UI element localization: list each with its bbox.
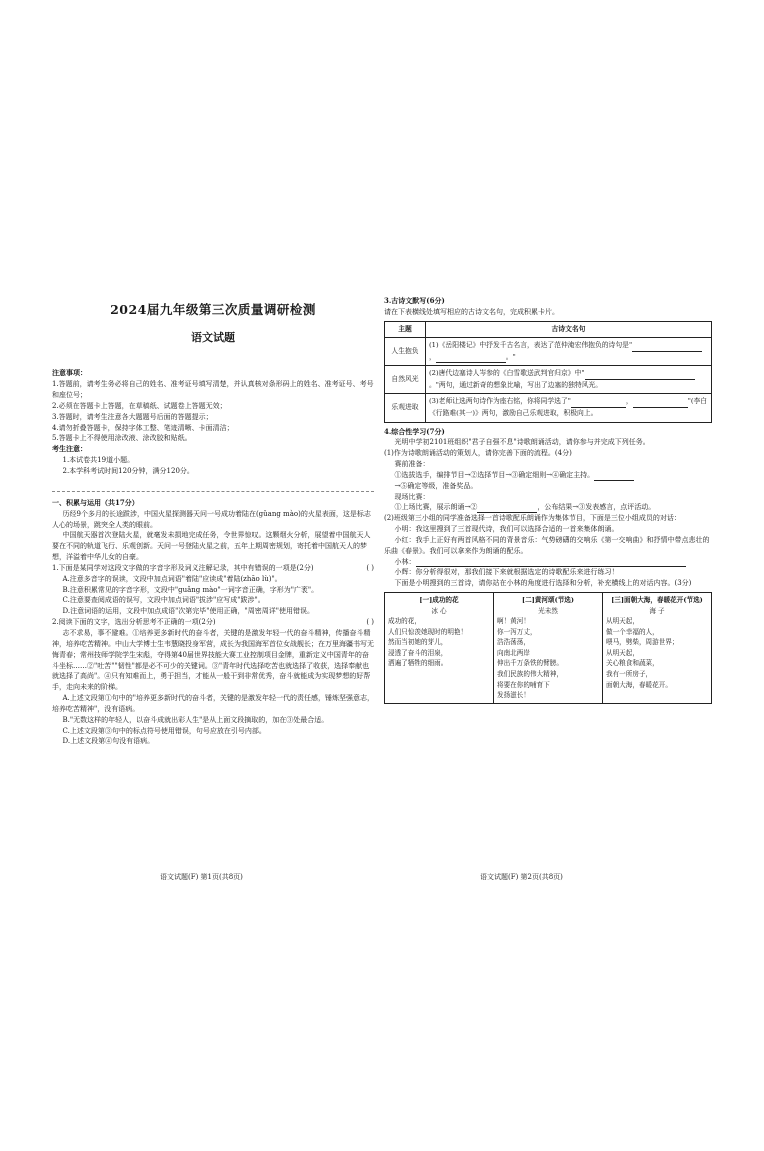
- poem-1: [385, 593, 494, 703]
- table-row: [385, 366, 712, 394]
- verse-text: (1)《岳阳楼记》中抒发千古名言，表达了范仲淹宏伟抱负的诗句是": [429, 341, 633, 350]
- poem-line: 你一泻万丈，: [497, 627, 537, 636]
- prep-heading: 赛前准备：: [394, 460, 430, 469]
- poem-line: 发扬滋长！: [497, 691, 530, 700]
- passage-paragraph: 中国航天器首次登陆火星，就毫发未损地完成任务，令世界惊叹。这颗烟火分析，展望着中国航天人要在不同的轨道飞行、乐观创新。天问一号登陆火星之前，五年上期周密规划，寄托着中国航天人的梦想，洋溢着中华儿女的自豪。: [52, 531, 371, 562]
- verse-cell: [426, 338, 712, 366]
- question-4-instruction: 下面是小明搜到的三首诗，请你站在小林的角度进行选择和分析，补充横线上的对话内容。(3分): [394, 579, 692, 588]
- dialog-speaker: 小林：: [394, 557, 416, 566]
- poem-line: 喂马，劈柴，周游世界；: [606, 638, 679, 647]
- fill-blank[interactable]: [633, 399, 688, 408]
- poem-line: 浩浩荡荡，: [497, 638, 530, 647]
- page-footer-right: 语文试题(F) 第2页(共8页): [480, 873, 563, 881]
- poem-title: [三]面朝大海，春暖花开(节选): [611, 596, 703, 605]
- fill-blank[interactable]: [632, 343, 702, 352]
- fill-blank[interactable]: [594, 472, 634, 481]
- poem-line: 向南北两岸: [497, 648, 530, 657]
- dialog-line: [384, 557, 712, 568]
- poem-line: 做一个幸福的人，: [606, 627, 659, 636]
- fill-blank[interactable]: [635, 371, 695, 380]
- option: C.注意要查阅成语的误写，文段中加点词语"拔涉"应写成"跋涉"。: [62, 596, 265, 605]
- question-3: 3.古诗文默写(6分): [384, 296, 445, 305]
- question-2-stem: 2.阅读下面的文字，选出分析思考不正确的一项(2分): [52, 618, 216, 627]
- poem-3: [603, 593, 712, 703]
- poem-author: 冰 心: [431, 606, 447, 615]
- option: D.上述文段第④句没有语病。: [62, 737, 155, 746]
- verse-cell: [426, 394, 712, 422]
- table-header: 古诗文名句: [426, 321, 712, 338]
- divider: [52, 477, 374, 492]
- exam-note-item: 2.本学科考试时间120分钟，满分120分。: [62, 467, 194, 476]
- verse-text: 。"两句，通过新奇的想象比喻，写出了边塞的独特风光。: [429, 380, 603, 389]
- poem-line: 伸出千万条铁的臂膀。: [497, 659, 563, 668]
- site-steps: [384, 502, 712, 513]
- poem-line: 面朝大海，春暖花开。: [606, 680, 672, 689]
- question-4-part1: (1)作为诗歌朗诵活动的策划人，请你完善下面的流程。(4分): [384, 449, 572, 458]
- fill-blank[interactable]: [571, 399, 626, 408]
- poem-row: [385, 593, 712, 703]
- poem-author: 海 子: [649, 606, 665, 615]
- poem-line: 啊！黄河！: [497, 617, 530, 626]
- site-heading: 现场比赛：: [394, 492, 430, 501]
- dialog-line: 小辉：你分析得很对，那我们接下来就根据选定的诗歌配乐来进行练习！: [394, 568, 619, 577]
- notice-item: 1.答题前，请考生务必将自己的姓名、准考证号填写清楚，并认真核对条形码上的姓名、准考证号、考号和座位号；: [52, 380, 374, 400]
- fill-blank[interactable]: [436, 354, 506, 363]
- option: D.注意词语的运用，文段中加点成语"次第完毕"使用正确，"周密周详"使用错误。: [62, 607, 314, 616]
- verse-text: "(李白《行路难(其一)》两句，激励自己乐观进取，积极向上。: [429, 397, 708, 417]
- notice-item: 5.答题卡上不得使用涂改液、涂改胶和贴纸。: [52, 434, 192, 443]
- fill-blank[interactable]: [585, 371, 635, 380]
- verse-text: (3)老师让选两句诗作为座右铭，你将同学选了": [429, 397, 571, 406]
- page-right: [384, 296, 712, 704]
- dialog-line: 小明：我这里搜到了三首现代诗，我们可以选择合适的一首来集体朗诵。: [394, 525, 619, 534]
- question-4-intro: 光明中学初2101班组织"君子自强不息"诗歌朗诵活动，请你参与并完成下列任务。: [394, 438, 650, 447]
- exam-subtitle: 语文试题: [191, 331, 235, 345]
- fill-blank[interactable]: [416, 558, 686, 567]
- option: B.注意积累常见的字音字形，文段中"guǎng mào"一词字音正确，字形为"广袤"。: [62, 585, 319, 594]
- page-left: [52, 296, 374, 747]
- table-header: 主题: [385, 321, 426, 338]
- notice-item: 3.答题时，请考生注意各大题题号后面的答题提示；: [52, 412, 213, 421]
- answer-paren[interactable]: ( ): [366, 618, 374, 627]
- verse-text: ，: [625, 397, 633, 406]
- table-row: [385, 394, 712, 422]
- poem-line: 然而当初她的芽儿，: [388, 638, 448, 647]
- poem-author: 光未然: [538, 606, 558, 615]
- table-row: [385, 338, 712, 366]
- poem-table: [384, 321, 712, 423]
- poem-line: 洒遍了牺牲的细雨。: [388, 659, 448, 668]
- question-1: [52, 563, 374, 574]
- prep-steps: [384, 470, 712, 481]
- exam-title: 2024届九年级第三次质量调研检测: [110, 302, 316, 317]
- verse-text: (2)唐代边塞诗人岑参的《白雪歌送武判官归京》中": [429, 369, 585, 378]
- notice-list: [52, 379, 374, 444]
- site-text: ，公布结果→③发表感言，点评活动。: [537, 503, 656, 512]
- option: A.上述文段第①句中的"培养更多新时代的奋斗者，关键的是激发年轻一代的责任感，锤炼坚强意志，培养吃苦精神"，没有语病。: [52, 694, 374, 713]
- exam-note-heading: 考生注意：: [52, 444, 87, 454]
- theme-cell: 自然风光: [385, 366, 426, 394]
- notice-heading: 注意事项：: [52, 368, 87, 378]
- poem-2: [494, 593, 603, 703]
- page-footer-left: 语文试题(F) 第1页(共8页): [160, 873, 243, 881]
- poem-line: 人们只惊羡她现时的明艳！: [388, 627, 468, 636]
- theme-cell: 人生抱负: [385, 338, 426, 366]
- question-4: 4.综合性学习(7分): [384, 426, 445, 436]
- question-2-text: 志不求易，事不避难。①培养更多新时代的奋斗者，关键的是激发年轻一代的奋斗精神，传播奋斗精神，培养吃苦精神。中山大学博士生韦慧晓投身军营，成长为我国海军首位女战舰长；在万里海疆书写无悔青春；常州技师学院学生宋彪，夺得第40届世界技能大赛工业控制项目金牌，重新定义中国青年的奋斗坐标……②"吐苦""韧性"都是必不可少的关键词。③"青年时代选择吃苦也就选择了收获，选择奉献也就选择了高尚"。④只有知难而上，勇于担当，才能从一般干到非常优秀，奋斗就能成为实现梦想的好帮手，走向未来的阶梯。: [52, 628, 374, 692]
- question-2: [52, 617, 374, 628]
- passage-paragraph: 历经9个多月的长途跋涉，中国火星探测器天问一号成功着陆在(gǔang mào)的火星表面，这是标志人心的场景，跳突全人类的眼前。: [52, 509, 371, 529]
- prep-steps-2: →⑤确定等级，准备奖品。: [394, 481, 478, 490]
- verse-cell: [426, 366, 712, 394]
- question-3-intro: 请在下表横线处填写相应的古诗文名句，完成积累卡片。: [384, 307, 559, 316]
- poem-line: 将要在你的哺育下: [497, 680, 550, 689]
- prep-text: ①选拔选手，编排节目→②选择节目→③确定细则→④确定主持。: [394, 470, 595, 479]
- poem-line: 浸透了奋斗的泪泉，: [388, 648, 448, 657]
- verse-text: 。": [505, 352, 516, 361]
- poem-line: 成功的花，: [388, 617, 421, 626]
- poem-line: 从明天起，: [606, 617, 639, 626]
- option: A.注意多音字的误读，文段中加点词语"着陆"应读成"着陆(zhāo lù)"。: [62, 574, 282, 583]
- fill-blank[interactable]: [477, 504, 537, 513]
- exam-note-item: 1.本试卷共19道小题。: [62, 456, 135, 465]
- question-1-stem: 1.下面是某同学对这段文字做的字音字形及词义注解记录，其中有错误的一项是(2分): [52, 563, 314, 572]
- poem-line: 我们民族的伟大精神，: [497, 670, 563, 678]
- poem-box: [384, 592, 712, 703]
- table-header-row: [385, 321, 712, 338]
- option: B."无数这样的年轻人，以奋斗成就出彩人生"是从上面文段摘取的，加在③处最合适。: [62, 715, 329, 724]
- notice-item: 4.请勿折叠答题卡，保持字体工整、笔迹清晰、卡面清洁；: [52, 423, 234, 432]
- section-heading: 一、积累与运用（共17分）: [52, 497, 139, 507]
- poem-title: [二]黄河颂(节选): [521, 596, 575, 605]
- notice-item: 2.必须在答题卡上答题，在草稿纸、试题卷上答题无效；: [52, 401, 227, 410]
- site-text: ①上场比赛，展示朗诵→②: [394, 503, 478, 512]
- option: C.上述文段第③句中的标点符号使用错误，句号应放在引号内部。: [62, 726, 266, 735]
- poem-line: 从明天起，: [606, 648, 639, 657]
- poem-line: 关心粮食和蔬菜，: [606, 659, 659, 668]
- question-4-part2: (2)班级第三小组的同学准备选择一首诗歌配乐朗诵作为集体节目，下面是三位小组成员的对话：: [384, 514, 681, 523]
- poem-line: 我有一所房子，: [606, 670, 653, 678]
- answer-paren[interactable]: ( ): [366, 563, 374, 572]
- poem-title: [一]成功的花: [419, 596, 459, 605]
- dialog-line: 小红：我手上正好有两首风格不同的背景音乐：气势磅礴的交响乐《第一交响曲》和抒情中带点悲壮的乐曲《春景》。我们可以拿来作为朗诵的配乐。: [384, 535, 710, 555]
- theme-cell: 乐观进取: [385, 394, 426, 422]
- verse-text: ，: [429, 352, 436, 361]
